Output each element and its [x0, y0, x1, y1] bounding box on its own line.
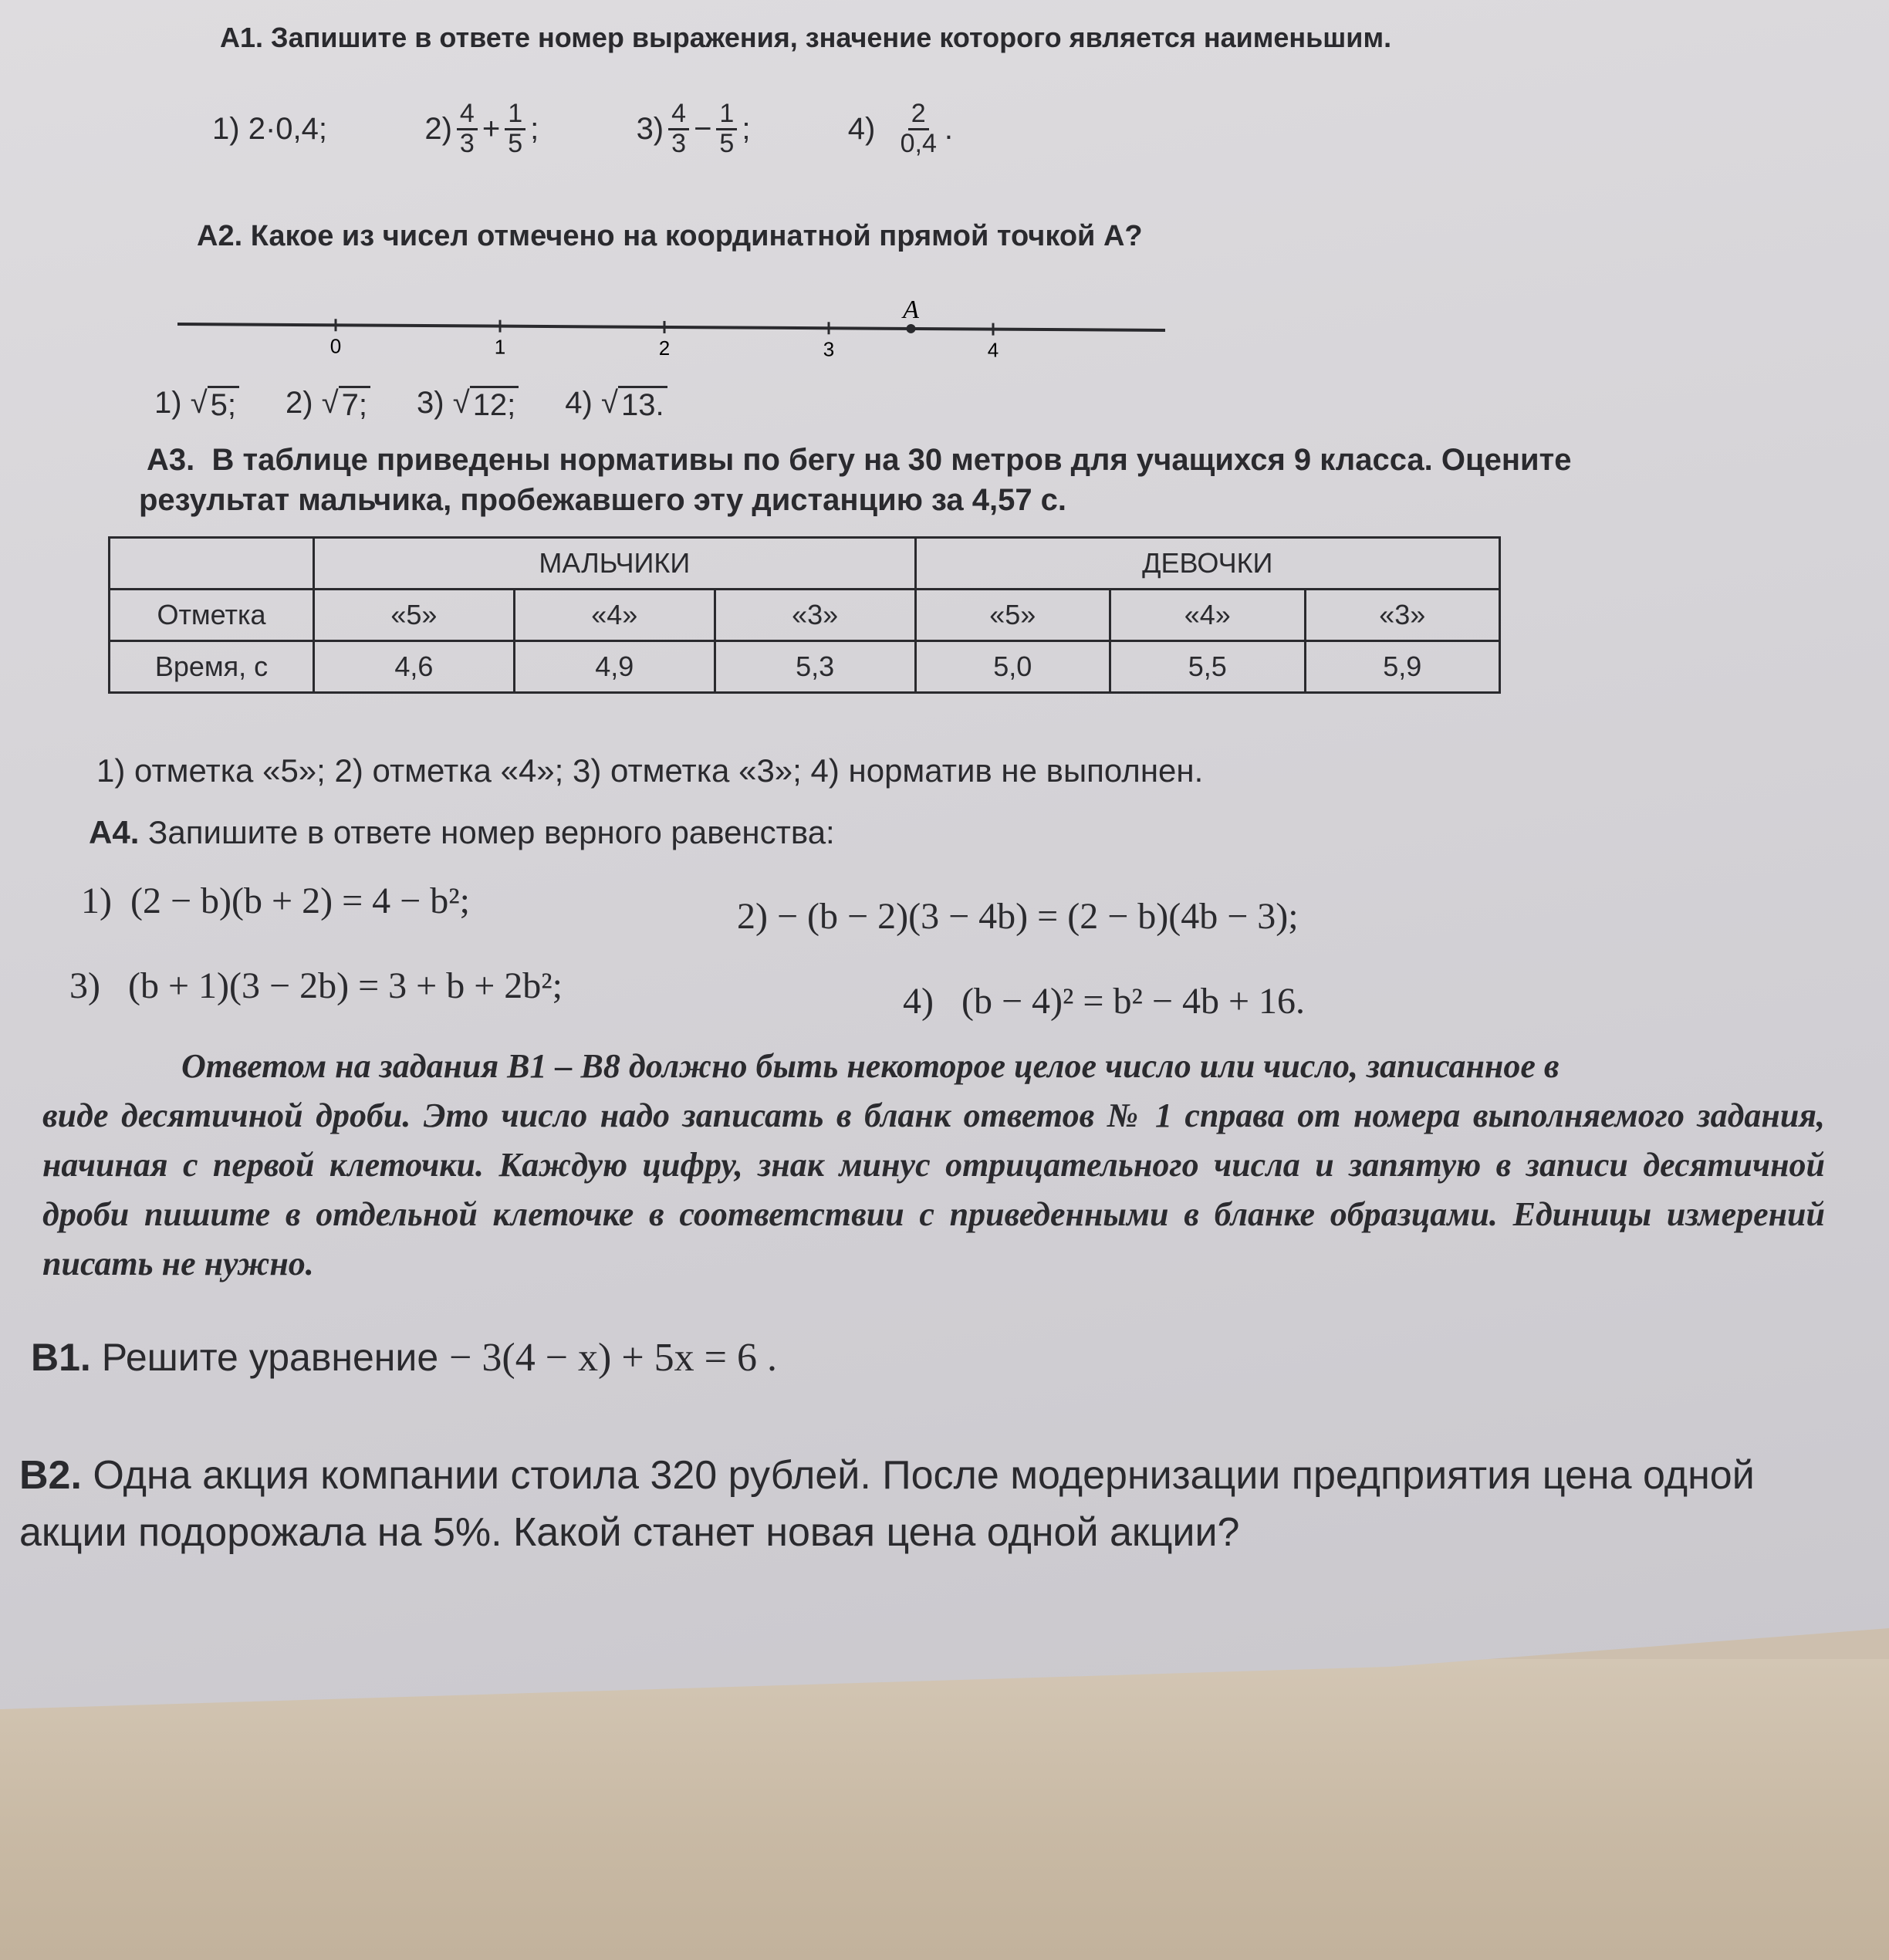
- a4-option-4: 4) (b − 4)² = b² − 4b + 16.: [903, 981, 1306, 1022]
- task-a1: [220, 22, 1391, 54]
- time-cell: 4,9: [514, 641, 715, 693]
- row-label-time: Время, с: [110, 641, 314, 693]
- mark-cell: «3»: [1305, 590, 1499, 641]
- a1-option-4: 4) $\frac{2}{0,4}$ .: [847, 99, 953, 158]
- time-cell: 5,0: [915, 641, 1110, 693]
- mark-cell: «5»: [314, 590, 515, 641]
- tick-label: 4: [987, 338, 999, 362]
- task-b2-line1: Одна акция компании стоила 320 рублей. После модернизации предприятия цена одной: [93, 1453, 1755, 1498]
- task-a2-text: Какое из чисел отмечено на координатной прямой точкой А?: [250, 220, 1143, 252]
- task-b1: [31, 1335, 777, 1380]
- task-a3-line1: В таблице приведены нормативы по бегу на 30 метров для учащихся 9 класса. Оцените: [211, 443, 1572, 477]
- mark-cell: «4»: [1110, 590, 1305, 641]
- instructions-lead: Ответом на задания B1 – B8 должно быть некоторое целое число или число, записанное в: [181, 1047, 1560, 1085]
- instructions-body: виде десятичной дроби. Это число надо записать в бланк ответов № 1 справа от номера выполняемого задания, начиная с первой клеточки. Каждую цифру, знак минус отрицательного числа и запятую в записи десятичной дроби пишите в отдельной клеточке в соответствии с приведенными в бланке образцами. Единицы измерений писать не нужно.: [42, 1097, 1825, 1282]
- norms-table: [108, 536, 1501, 694]
- task-b2-line2: акции подорожала на 5%. Какой станет новая цена одной акции?: [19, 1510, 1240, 1555]
- tick-label: 0: [329, 334, 342, 358]
- a2-options: [154, 386, 667, 423]
- header-boys: МАЛЬЧИКИ: [314, 538, 916, 590]
- task-a4-text: Запишите в ответе номер верного равенства:: [148, 814, 835, 850]
- task-a3-label: А3.: [147, 443, 195, 477]
- task-a2-label: А2.: [197, 220, 243, 252]
- a2-option-2: 2) √ 7;: [286, 386, 370, 423]
- task-b2: [19, 1447, 1755, 1561]
- time-cell: 5,5: [1110, 641, 1305, 693]
- mark-cell: «5»: [915, 590, 1110, 641]
- task-b1-text: Решите уравнение: [101, 1336, 439, 1379]
- task-b1-equation: − 3(4 − x) + 5x = 6 .: [449, 1336, 777, 1380]
- task-a3: [139, 440, 1572, 520]
- a2-option-1: 1) √ 5;: [154, 386, 239, 423]
- table-surface: [0, 1659, 1889, 1960]
- number-line: [170, 286, 1188, 363]
- a1-option-2: 2) $\frac{4}{3}$ + $\frac{1}{5}$ ;: [424, 99, 539, 158]
- a2-option-4: 4) √ 13.: [565, 386, 667, 423]
- instructions: [42, 1042, 1825, 1289]
- a1-option-1: 1) 2·0,4;: [212, 111, 327, 146]
- task-a1-label: А1.: [220, 22, 264, 53]
- table-corner: [110, 538, 314, 590]
- time-cell: 4,6: [314, 641, 515, 693]
- tick-label: 3: [823, 337, 835, 361]
- task-a3-line2: результат мальчика, пробежавшего эту дистанцию за 4,57 с.: [139, 483, 1067, 517]
- a1-option-3: 3) $\frac{4}{3}$ − $\frac{1}{5}$ ;: [636, 99, 751, 158]
- a4-option-2: 2) − (b − 2)(3 − 4b) = (2 − b)(4b − 3);: [737, 896, 1299, 937]
- mark-cell: «4»: [514, 590, 715, 641]
- task-b1-label: B1.: [31, 1336, 91, 1379]
- a4-option-3: 3) (b + 1)(3 − 2b) = 3 + b + 2b²;: [69, 965, 563, 1006]
- a1-options: [212, 100, 953, 157]
- number-line-axis: [177, 324, 1165, 330]
- point-a-marker: [907, 324, 916, 333]
- task-b2-label: B2.: [19, 1453, 82, 1498]
- time-cell: 5,3: [715, 641, 915, 693]
- task-a1-text: Запишите в ответе номер выражения, значение которого является наименьшим.: [271, 22, 1392, 53]
- mark-cell: «3»: [715, 590, 915, 641]
- a3-answers: 1) отметка «5»; 2) отметка «4»; 3) отметка «3»; 4) норматив не выполнен.: [96, 752, 1204, 789]
- tick-label: 1: [494, 335, 506, 359]
- row-label-mark: Отметка: [110, 590, 314, 641]
- time-cell: 5,9: [1305, 641, 1499, 693]
- tick-label: 2: [658, 336, 671, 360]
- task-a2: [197, 220, 1143, 253]
- header-girls: ДЕВОЧКИ: [915, 538, 1499, 590]
- task-a4-label: А4.: [89, 814, 140, 850]
- task-a4: [89, 814, 835, 851]
- point-a-label: A: [903, 295, 919, 324]
- a4-option-1: 1) (2 − b)(b + 2) = 4 − b²;: [81, 880, 470, 921]
- a2-option-3: 3) √ 12;: [417, 386, 519, 423]
